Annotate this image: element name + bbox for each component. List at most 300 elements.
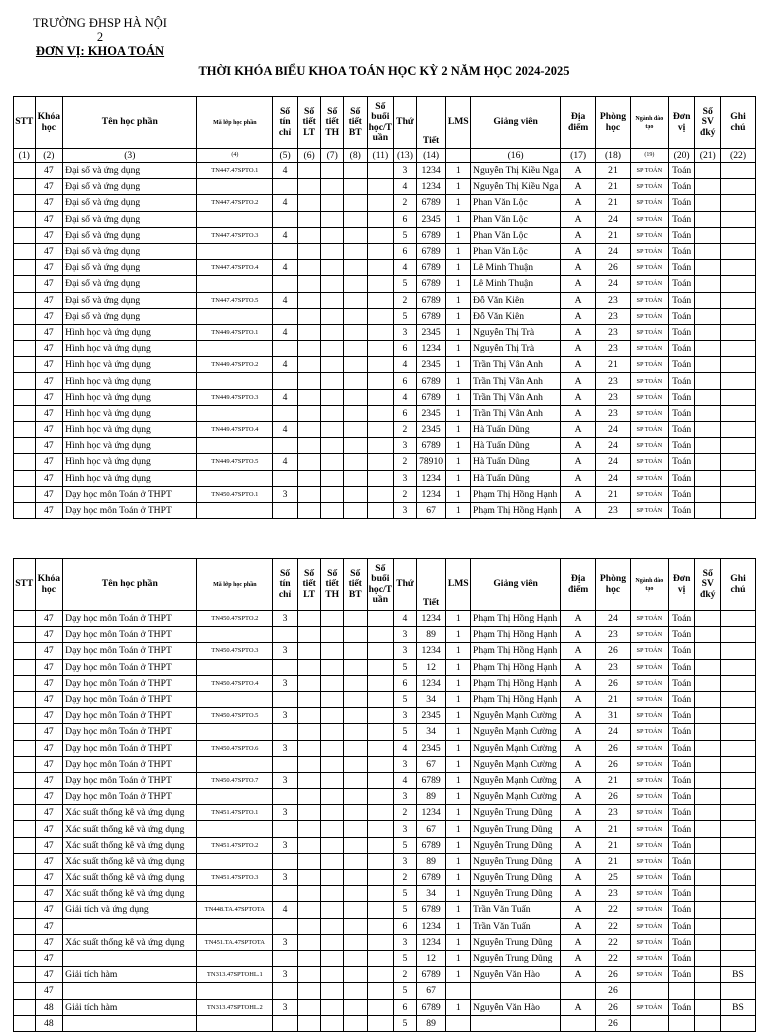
cell-so-buoi xyxy=(367,967,394,983)
cell-stt xyxy=(14,373,36,389)
cell-lms: 1 xyxy=(446,934,471,950)
cell-ma-lop: TN450.47SPTO.3 xyxy=(197,643,273,659)
cell-khoa-hoc: 47 xyxy=(35,886,63,902)
cell-giang-vien: Hà Tuấn Dũng xyxy=(471,438,561,454)
cell-thu: 2 xyxy=(394,805,417,821)
table-row xyxy=(14,163,756,179)
cell-so-buoi xyxy=(367,934,394,950)
cell-so-tiet-th xyxy=(321,357,344,373)
cell-khoa-hoc: 47 xyxy=(35,740,63,756)
cell-phong-hoc: 24 xyxy=(596,243,631,259)
cell-so-tin-chi: 3 xyxy=(273,643,298,659)
cell-tiet: 1234 xyxy=(416,611,446,627)
cell-nganh: SP TOÁN xyxy=(630,691,668,707)
cell-thu: 3 xyxy=(394,934,417,950)
cell-so-buoi xyxy=(367,708,394,724)
cell-don-vi: Toán xyxy=(668,373,695,389)
cell-so-buoi xyxy=(367,643,394,659)
cell-tiet: 6789 xyxy=(416,438,446,454)
cell-don-vi: Toán xyxy=(668,357,695,373)
cell-ten-hoc-phan: Dạy học môn Toán ở THPT xyxy=(63,740,197,756)
cell-khoa-hoc: 47 xyxy=(35,227,63,243)
cell-phong-hoc: 23 xyxy=(596,324,631,340)
cell-so-tiet-lt xyxy=(297,902,321,918)
cell-so-tiet-lt xyxy=(297,643,321,659)
cell-so-sv xyxy=(695,502,721,518)
cell-khoa-hoc: 47 xyxy=(35,292,63,308)
cell-phong-hoc: 23 xyxy=(596,373,631,389)
cell-so-tiet-th xyxy=(321,341,344,357)
cell-so-tiet-bt xyxy=(343,292,367,308)
cell-ma-lop xyxy=(197,918,273,934)
cell-phong-hoc: 21 xyxy=(596,772,631,788)
cell-so-buoi xyxy=(367,373,394,389)
cell-so-tin-chi: 4 xyxy=(273,357,298,373)
cell-tiet: 89 xyxy=(416,789,446,805)
cell-so-sv xyxy=(695,389,721,405)
cell-so-sv xyxy=(695,853,721,869)
cell-phong-hoc: 21 xyxy=(596,691,631,707)
cell-lms: 1 xyxy=(446,179,471,195)
cell-so-tiet-th xyxy=(321,853,344,869)
cell-phong-hoc: 23 xyxy=(596,502,631,518)
cell-so-tiet-lt xyxy=(297,950,321,966)
cell-thu: 4 xyxy=(394,260,417,276)
cell-giang-vien: Trần Thị Vân Anh xyxy=(471,389,561,405)
cell-dia-diem: A xyxy=(561,821,596,837)
cell-so-tiet-bt xyxy=(343,195,367,211)
cell-giang-vien: Phạm Thị Hồng Hạnh xyxy=(471,675,561,691)
cell-stt xyxy=(14,211,36,227)
table-row xyxy=(14,805,756,821)
cell-so-tin-chi xyxy=(273,211,298,227)
cell-thu: 3 xyxy=(394,756,417,772)
cell-giang-vien: Trần Thị Vân Anh xyxy=(471,373,561,389)
cell-so-buoi xyxy=(367,211,394,227)
cell-so-tin-chi xyxy=(273,724,298,740)
cell-ten-hoc-phan: Đại số và ứng dụng xyxy=(63,292,197,308)
cell-lms: 1 xyxy=(446,902,471,918)
cell-don-vi: Toán xyxy=(668,405,695,421)
cell-tiet: 6789 xyxy=(416,967,446,983)
cell-don-vi: Toán xyxy=(668,611,695,627)
cell-dia-diem: A xyxy=(561,324,596,340)
cell-giang-vien: Phạm Thị Hồng Hạnh xyxy=(471,659,561,675)
cell-ten-hoc-phan: Xác suất thống kê và ứng dụng xyxy=(63,934,197,950)
cell-ghi-chu xyxy=(721,756,756,772)
cell-stt xyxy=(14,837,36,853)
cell-so-tiet-th xyxy=(321,918,344,934)
cell-so-tin-chi: 3 xyxy=(273,934,298,950)
cell-thu: 5 xyxy=(394,1015,417,1031)
cell-so-tiet-bt xyxy=(343,821,367,837)
cell-so-sv xyxy=(695,454,721,470)
cell-don-vi: Toán xyxy=(668,691,695,707)
header-don-vi: Đơn vị xyxy=(668,97,695,149)
cell-so-sv xyxy=(695,357,721,373)
cell-so-tiet-th xyxy=(321,967,344,983)
cell-ten-hoc-phan: Dạy học môn Toán ở THPT xyxy=(63,789,197,805)
cell-so-tiet-bt xyxy=(343,373,367,389)
cell-thu: 4 xyxy=(394,740,417,756)
cell-nganh: SP TOÁN xyxy=(630,422,668,438)
cell-so-tiet-lt xyxy=(297,659,321,675)
cell-tiet: 6789 xyxy=(416,389,446,405)
cell-ma-lop: TN449.47SPTO.2 xyxy=(197,357,273,373)
cell-so-tiet-bt xyxy=(343,724,367,740)
cell-thu: 5 xyxy=(394,227,417,243)
table-row xyxy=(14,627,756,643)
table-row xyxy=(14,611,756,627)
cell-so-buoi xyxy=(367,438,394,454)
cell-dia-diem: A xyxy=(561,470,596,486)
table-row xyxy=(14,643,756,659)
cell-ten-hoc-phan: Dạy học môn Toán ở THPT xyxy=(63,756,197,772)
cell-so-sv xyxy=(695,438,721,454)
cell-ten-hoc-phan: Dạy học môn Toán ở THPT xyxy=(63,486,197,502)
cell-khoa-hoc: 47 xyxy=(35,308,63,324)
cell-tiet: 89 xyxy=(416,1015,446,1031)
cell-ten-hoc-phan: Đại số và ứng dụng xyxy=(63,308,197,324)
school-block xyxy=(30,16,170,58)
cell-so-buoi xyxy=(367,772,394,788)
cell-ten-hoc-phan: Xác suất thống kê và ứng dụng xyxy=(63,805,197,821)
cell-lms: 1 xyxy=(446,389,471,405)
cell-ghi-chu xyxy=(721,470,756,486)
cell-so-buoi xyxy=(367,999,394,1015)
cell-dia-diem: A xyxy=(561,389,596,405)
cell-ma-lop xyxy=(197,502,273,518)
cell-so-tiet-bt xyxy=(343,389,367,405)
cell-so-tiet-lt xyxy=(297,163,321,179)
cell-so-buoi xyxy=(367,983,394,999)
cell-nganh: SP TOÁN xyxy=(630,470,668,486)
cell-don-vi: Toán xyxy=(668,627,695,643)
cell-thu: 4 xyxy=(394,357,417,373)
cell-giang-vien: Hà Tuấn Dũng xyxy=(471,470,561,486)
cell-so-tiet-th xyxy=(321,643,344,659)
cell-dia-diem: A xyxy=(561,341,596,357)
cell-nganh: SP TOÁN xyxy=(630,756,668,772)
column-number: (16) xyxy=(471,149,561,163)
cell-ten-hoc-phan: Hình học và ứng dụng xyxy=(63,389,197,405)
cell-so-buoi xyxy=(367,918,394,934)
cell-so-buoi xyxy=(367,405,394,421)
cell-dia-diem xyxy=(561,1015,596,1031)
cell-giang-vien: Hà Tuấn Dũng xyxy=(471,422,561,438)
cell-lms: 1 xyxy=(446,276,471,292)
cell-so-tin-chi: 4 xyxy=(273,260,298,276)
cell-ghi-chu xyxy=(721,454,756,470)
cell-dia-diem: A xyxy=(561,708,596,724)
cell-ma-lop xyxy=(197,886,273,902)
cell-ghi-chu xyxy=(721,292,756,308)
cell-dia-diem: A xyxy=(561,772,596,788)
cell-don-vi: Toán xyxy=(668,227,695,243)
cell-so-tiet-lt xyxy=(297,870,321,886)
cell-dia-diem: A xyxy=(561,675,596,691)
cell-so-sv xyxy=(695,675,721,691)
cell-so-tin-chi: 3 xyxy=(273,708,298,724)
cell-dia-diem: A xyxy=(561,486,596,502)
cell-stt xyxy=(14,341,36,357)
cell-ghi-chu xyxy=(721,163,756,179)
cell-giang-vien: Nguyễn Văn Hào xyxy=(471,967,561,983)
cell-ghi-chu xyxy=(721,837,756,853)
header-ma-lop: Mã lớp học phần xyxy=(197,559,273,611)
cell-ten-hoc-phan: Đại số và ứng dụng xyxy=(63,243,197,259)
cell-nganh xyxy=(630,983,668,999)
cell-so-tiet-bt xyxy=(343,454,367,470)
cell-ten-hoc-phan: Giải tích hàm xyxy=(63,967,197,983)
cell-nganh: SP TOÁN xyxy=(630,821,668,837)
cell-don-vi: Toán xyxy=(668,967,695,983)
cell-thu: 6 xyxy=(394,675,417,691)
cell-dia-diem: A xyxy=(561,886,596,902)
header-so-tin-chi: Số tín chỉ xyxy=(273,559,298,611)
cell-so-tiet-th xyxy=(321,454,344,470)
cell-phong-hoc: 25 xyxy=(596,870,631,886)
cell-nganh: SP TOÁN xyxy=(630,163,668,179)
cell-phong-hoc: 24 xyxy=(596,454,631,470)
cell-dia-diem: A xyxy=(561,260,596,276)
cell-so-buoi xyxy=(367,486,394,502)
cell-so-tin-chi xyxy=(273,918,298,934)
cell-phong-hoc: 26 xyxy=(596,999,631,1015)
cell-nganh: SP TOÁN xyxy=(630,708,668,724)
cell-tiet: 1234 xyxy=(416,643,446,659)
cell-ma-lop: TN447.47SPTO.5 xyxy=(197,292,273,308)
cell-dia-diem: A xyxy=(561,438,596,454)
cell-nganh: SP TOÁN xyxy=(630,627,668,643)
cell-thu: 2 xyxy=(394,967,417,983)
cell-stt xyxy=(14,756,36,772)
cell-ghi-chu xyxy=(721,724,756,740)
cell-khoa-hoc: 47 xyxy=(35,967,63,983)
cell-dia-diem: A xyxy=(561,853,596,869)
cell-dia-diem: A xyxy=(561,627,596,643)
cell-khoa-hoc: 47 xyxy=(35,373,63,389)
table-row xyxy=(14,292,756,308)
cell-lms: 1 xyxy=(446,405,471,421)
cell-so-sv xyxy=(695,934,721,950)
cell-stt xyxy=(14,870,36,886)
cell-ma-lop: TN450.47SPTO.6 xyxy=(197,740,273,756)
cell-ghi-chu xyxy=(721,308,756,324)
cell-so-sv xyxy=(695,195,721,211)
cell-tiet: 6789 xyxy=(416,373,446,389)
cell-stt xyxy=(14,886,36,902)
cell-so-sv xyxy=(695,1015,721,1031)
cell-khoa-hoc: 47 xyxy=(35,438,63,454)
cell-khoa-hoc: 47 xyxy=(35,724,63,740)
table-row xyxy=(14,870,756,886)
cell-so-tin-chi: 3 xyxy=(273,837,298,853)
cell-so-tiet-bt xyxy=(343,740,367,756)
cell-nganh: SP TOÁN xyxy=(630,934,668,950)
cell-giang-vien: Phạm Thị Hồng Hạnh xyxy=(471,502,561,518)
table-row xyxy=(14,918,756,934)
cell-tiet: 1234 xyxy=(416,918,446,934)
header-so-tiet-bt: Số tiết BT xyxy=(343,559,367,611)
cell-so-tin-chi: 4 xyxy=(273,195,298,211)
cell-thu: 3 xyxy=(394,853,417,869)
cell-stt xyxy=(14,422,36,438)
cell-ma-lop xyxy=(197,659,273,675)
cell-thu: 5 xyxy=(394,724,417,740)
cell-giang-vien: Trần Văn Tuấn xyxy=(471,902,561,918)
cell-lms: 1 xyxy=(446,454,471,470)
cell-stt xyxy=(14,260,36,276)
cell-so-tiet-bt xyxy=(343,708,367,724)
cell-don-vi: Toán xyxy=(668,870,695,886)
cell-so-sv xyxy=(695,805,721,821)
cell-phong-hoc: 21 xyxy=(596,163,631,179)
cell-so-tiet-lt xyxy=(297,373,321,389)
cell-tiet: 2345 xyxy=(416,357,446,373)
cell-ghi-chu xyxy=(721,950,756,966)
cell-stt xyxy=(14,983,36,999)
cell-so-buoi xyxy=(367,805,394,821)
cell-so-tiet-th xyxy=(321,243,344,259)
cell-ma-lop xyxy=(197,211,273,227)
cell-so-tiet-bt xyxy=(343,870,367,886)
cell-nganh: SP TOÁN xyxy=(630,486,668,502)
cell-phong-hoc: 24 xyxy=(596,611,631,627)
cell-ten-hoc-phan: Xác suất thống kê và ứng dụng xyxy=(63,853,197,869)
cell-so-buoi xyxy=(367,659,394,675)
cell-so-tiet-th xyxy=(321,902,344,918)
cell-lms: 1 xyxy=(446,999,471,1015)
cell-stt xyxy=(14,627,36,643)
header-so-tiet-th: Số tiết TH xyxy=(321,559,344,611)
cell-ten-hoc-phan: Đại số và ứng dụng xyxy=(63,227,197,243)
header-ghi-chu: Ghi chú xyxy=(721,559,756,611)
cell-thu: 6 xyxy=(394,341,417,357)
cell-ghi-chu xyxy=(721,341,756,357)
cell-ma-lop: TN451.TA.47SPTOTA xyxy=(197,934,273,950)
cell-so-tiet-th xyxy=(321,373,344,389)
cell-thu: 3 xyxy=(394,324,417,340)
cell-giang-vien: Nguyễn Trung Dũng xyxy=(471,870,561,886)
cell-so-tiet-bt xyxy=(343,950,367,966)
cell-khoa-hoc: 47 xyxy=(35,405,63,421)
cell-nganh: SP TOÁN xyxy=(630,502,668,518)
cell-nganh: SP TOÁN xyxy=(630,902,668,918)
cell-thu: 3 xyxy=(394,821,417,837)
cell-so-sv xyxy=(695,243,721,259)
cell-ma-lop xyxy=(197,438,273,454)
cell-don-vi: Toán xyxy=(668,724,695,740)
column-number: (14) xyxy=(416,149,446,163)
column-number xyxy=(446,149,471,163)
cell-so-tiet-bt xyxy=(343,772,367,788)
cell-khoa-hoc: 47 xyxy=(35,902,63,918)
cell-giang-vien: Đỗ Văn Kiên xyxy=(471,308,561,324)
cell-ghi-chu xyxy=(721,853,756,869)
table-row xyxy=(14,708,756,724)
cell-so-tiet-th xyxy=(321,1015,344,1031)
cell-stt xyxy=(14,195,36,211)
cell-ghi-chu xyxy=(721,740,756,756)
cell-giang-vien: Phan Văn Lộc xyxy=(471,243,561,259)
cell-so-tiet-bt xyxy=(343,805,367,821)
cell-tiet: 78910 xyxy=(416,454,446,470)
cell-nganh: SP TOÁN xyxy=(630,389,668,405)
cell-so-tiet-lt xyxy=(297,195,321,211)
header-row xyxy=(14,559,756,611)
cell-stt xyxy=(14,772,36,788)
cell-ghi-chu xyxy=(721,691,756,707)
cell-khoa-hoc: 47 xyxy=(35,708,63,724)
cell-tiet: 6789 xyxy=(416,999,446,1015)
cell-so-tiet-th xyxy=(321,934,344,950)
table-row xyxy=(14,740,756,756)
cell-so-tiet-bt xyxy=(343,357,367,373)
cell-phong-hoc: 24 xyxy=(596,438,631,454)
table-row xyxy=(14,486,756,502)
cell-phong-hoc: 23 xyxy=(596,389,631,405)
column-number: (11) xyxy=(367,149,394,163)
table-row xyxy=(14,438,756,454)
cell-so-buoi xyxy=(367,740,394,756)
cell-khoa-hoc: 47 xyxy=(35,918,63,934)
cell-lms: 1 xyxy=(446,227,471,243)
cell-so-tin-chi xyxy=(273,405,298,421)
cell-so-tin-chi xyxy=(273,627,298,643)
cell-so-buoi xyxy=(367,675,394,691)
cell-lms: 1 xyxy=(446,627,471,643)
header-nganh: Ngành đào tạo xyxy=(630,97,668,149)
cell-khoa-hoc: 47 xyxy=(35,324,63,340)
header-ma-lop: Mã lớp học phần xyxy=(197,97,273,149)
cell-ma-lop xyxy=(197,950,273,966)
cell-nganh: SP TOÁN xyxy=(630,276,668,292)
column-number: (4) xyxy=(197,149,273,163)
cell-ghi-chu xyxy=(721,389,756,405)
header-lms: LMS xyxy=(446,97,471,149)
cell-stt xyxy=(14,405,36,421)
cell-so-sv xyxy=(695,789,721,805)
cell-ghi-chu xyxy=(721,886,756,902)
cell-tiet: 6789 xyxy=(416,870,446,886)
cell-so-sv xyxy=(695,341,721,357)
cell-so-tiet-lt xyxy=(297,724,321,740)
cell-khoa-hoc: 47 xyxy=(35,870,63,886)
column-number: (3) xyxy=(63,149,197,163)
cell-so-tiet-th xyxy=(321,740,344,756)
cell-dia-diem: A xyxy=(561,211,596,227)
cell-ten-hoc-phan: Hình học và ứng dụng xyxy=(63,357,197,373)
cell-so-buoi xyxy=(367,179,394,195)
cell-so-tiet-th xyxy=(321,308,344,324)
cell-so-tiet-bt xyxy=(343,1015,367,1031)
cell-tiet: 12 xyxy=(416,950,446,966)
cell-so-buoi xyxy=(367,950,394,966)
cell-phong-hoc: 24 xyxy=(596,276,631,292)
cell-thu: 3 xyxy=(394,470,417,486)
cell-thu: 3 xyxy=(394,708,417,724)
cell-thu: 3 xyxy=(394,789,417,805)
cell-khoa-hoc: 47 xyxy=(35,659,63,675)
cell-khoa-hoc: 47 xyxy=(35,934,63,950)
cell-dia-diem: A xyxy=(561,659,596,675)
cell-khoa-hoc: 47 xyxy=(35,195,63,211)
cell-thu: 6 xyxy=(394,918,417,934)
cell-giang-vien xyxy=(471,983,561,999)
cell-thu: 2 xyxy=(394,422,417,438)
cell-don-vi: Toán xyxy=(668,772,695,788)
